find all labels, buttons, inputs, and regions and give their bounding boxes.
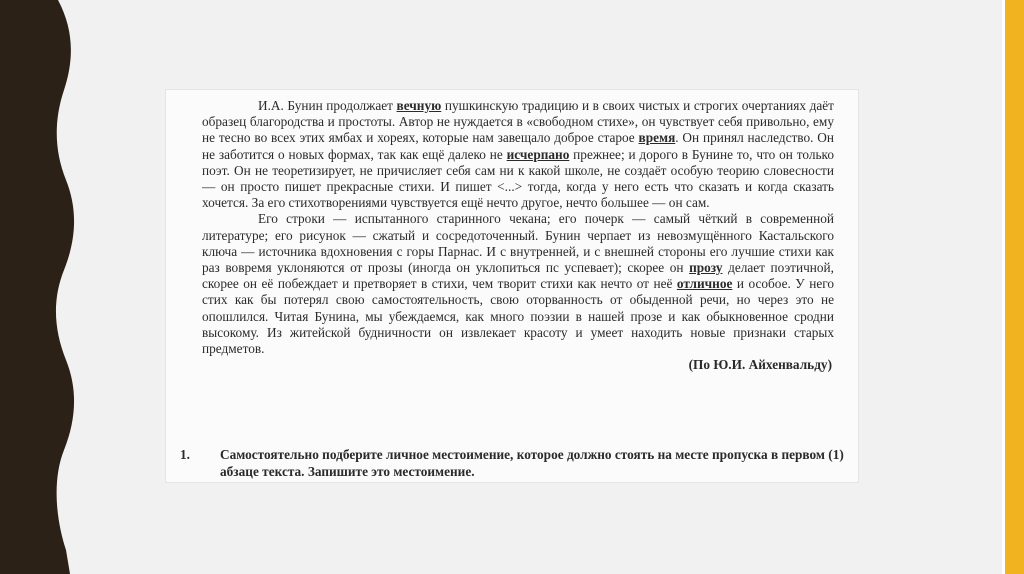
text-run: пушкинскую традицию и в своих чистых и строгих очертаниях даёт образец благородства и простоты. Автор не нуждается в «свободном стихе», он чувствует себя привольно, ему не тесно во всех этих ямбах и хореях, которые нам завещало доброе старое bbox=[202, 98, 834, 146]
decorative-left-band bbox=[0, 0, 80, 574]
text-body bbox=[202, 98, 834, 373]
scanned-document bbox=[166, 90, 858, 482]
text-run: Его строки — испытанного старинного чекана; его почерк — самый чёткий в современной литературе; его рисунок — сжатый и сосредоточенный. Бунин черпает из невозмущённого Кастальского ключа — источника вдохновения с горы Парнас. И с внутренней, и с внешней стороны его лучшие стихи как раз вовремя уклоняются от прозы (иногда он уклопиться пс успевает); скорее он bbox=[202, 211, 834, 276]
underlined-word: прозу bbox=[689, 260, 723, 276]
paragraph-2 bbox=[202, 211, 834, 357]
paragraph-1 bbox=[202, 98, 834, 211]
underlined-word: отличное bbox=[676, 276, 733, 292]
gold-accent-bar bbox=[1005, 0, 1024, 574]
task-number: 1. bbox=[180, 447, 190, 462]
underlined-word: вечную bbox=[396, 98, 442, 113]
text-run: прежнее; и дорого в Бунине то, что он только поэт. Он не теоретизирует, не причисляет себя сам ни к какой школе, не создаёт особую теорию словесности — он просто пишет прекрасные стихи. И пишет <...> тогда, когда у него есть что сказать и когда сказать хочется. За его стихотворениями чувствуется ещё нечто другое, нечто большее — он сам. bbox=[202, 146, 834, 211]
source-attribution: (По Ю.И. Айхенвальду) bbox=[688, 357, 832, 373]
text-run: и особое. У него стих как бы потерял свою самостоятельность, свою оторванность от обыденной речи, но через это не опошлился. Читая Бунина, мы убеждаемся, как много поэзии в нашей прозе и как обыкновенное сродни высокому. Из житейской будничности он извлекает красоту и умеет находить новые признаки старых предметов. bbox=[202, 276, 834, 357]
text-run: . Он принял наследство. Он не заботится о новых формах, так как ещё далеко не bbox=[202, 130, 834, 162]
wavy-band-shape bbox=[0, 0, 80, 574]
underlined-word: время bbox=[638, 130, 676, 146]
decorative-right-band bbox=[1002, 0, 1024, 574]
task-text: Самостоятельно подберите личное местоимение, которое должно стоять на месте пропуска в первом (1) абзаце текста. Запишите это местоимение. bbox=[220, 447, 844, 479]
text-run: делает поэтичной, скорее он её побеждает и претворяет в стихи, чем творит стихи как нечто от неё bbox=[202, 260, 835, 292]
underlined-word: исчерпано bbox=[506, 146, 570, 162]
text-run: И.А. Бунин продолжает bbox=[258, 98, 397, 113]
